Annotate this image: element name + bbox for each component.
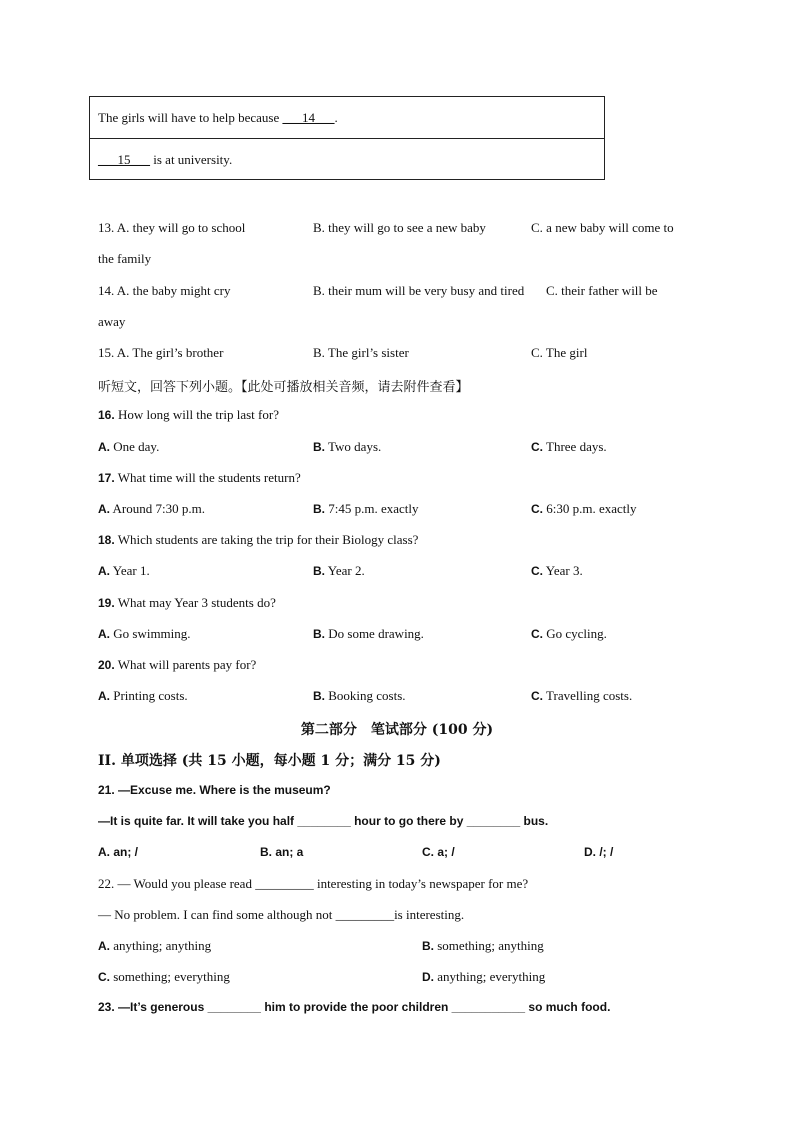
option-text: Year 1.	[112, 563, 150, 578]
question-text: What time will the students return?	[117, 470, 301, 485]
option-letter: C.	[531, 564, 543, 578]
option-c: C. their father will be	[546, 283, 658, 298]
option-letter: A.	[98, 502, 110, 516]
option-b: B. their mum will be very busy and tired	[313, 283, 525, 298]
question-number: 18.	[98, 533, 115, 547]
option-text: Around 7:30 p.m.	[112, 501, 205, 516]
question-text: What may Year 3 students do?	[117, 595, 276, 610]
listening-instruction: 听短文，回答下列小题。【此处可播放相关音频，请去附件查看】	[98, 380, 469, 395]
question-text: How long will the trip last for?	[117, 407, 279, 422]
option-d: D. /; /	[584, 845, 614, 859]
option-c	[531, 563, 583, 579]
question-20	[98, 657, 256, 673]
option-a	[98, 439, 159, 455]
question-22-answer: — No problem. I can find some although not _________is interesting.	[98, 907, 465, 922]
blank-15: ___15___	[98, 152, 150, 167]
question-21-answer: —It is quite far. It will take you half ________ hour to go there by ________ bus.	[98, 814, 549, 828]
option-text: Year 2.	[327, 563, 365, 578]
option-letter: B.	[313, 627, 325, 641]
question-15: 15. A. The girl’s brother	[98, 345, 224, 360]
question-number: 19.	[98, 596, 115, 610]
option-text: Go swimming.	[113, 626, 191, 641]
option-b	[313, 501, 419, 517]
option-letter: C.	[531, 689, 543, 703]
question-13	[98, 220, 245, 236]
question-number: 17.	[98, 471, 115, 485]
option-letter: A.	[98, 689, 110, 703]
option-b	[422, 938, 544, 954]
question-16	[98, 407, 279, 423]
option-a	[98, 938, 211, 954]
option-letter: A.	[98, 564, 110, 578]
option-a: A. an; /	[98, 845, 139, 859]
option-text: Two days.	[328, 439, 382, 454]
option-c: C. The girl	[531, 345, 588, 360]
option-b: B. The girl’s sister	[313, 345, 409, 360]
question-number: 16.	[98, 408, 115, 422]
option-text: something; anything	[437, 938, 544, 953]
option-c: C. a new baby will come to	[531, 220, 674, 235]
option-letter: C.	[531, 502, 543, 516]
table-row	[90, 97, 604, 139]
option-text: Go cycling.	[546, 626, 607, 641]
option-a: 13. A. they will go to school	[98, 220, 246, 235]
option-text: Do some drawing.	[328, 626, 424, 641]
option-text: Three days.	[546, 439, 607, 454]
option-a	[98, 688, 188, 704]
option-c-continued: the family	[98, 251, 152, 266]
option-b	[313, 563, 365, 579]
part-two-title: 第二部分 笔试部分 (100 分)	[300, 722, 494, 738]
option-c	[531, 626, 607, 642]
question-21: 21. —Excuse me. Where is the museum?	[98, 783, 331, 797]
option-c: C. a; /	[422, 845, 455, 859]
option-letter: A.	[98, 440, 110, 454]
option-b: B. an; a	[260, 845, 304, 859]
option-a	[98, 501, 205, 517]
option-letter: B.	[313, 689, 325, 703]
blank-14: ___14___	[282, 110, 335, 125]
option-letter: B.	[313, 502, 325, 516]
option-b	[313, 439, 381, 455]
option-text: Year 3.	[545, 563, 583, 578]
option-text: Printing costs.	[113, 688, 188, 703]
option-letter: A.	[98, 627, 110, 641]
option-text: One day.	[113, 439, 160, 454]
option-c-continued: away	[98, 314, 126, 329]
question-18	[98, 532, 418, 548]
question-22: 22. — Would you please read _________ interesting in today’s newspaper for me?	[98, 876, 529, 891]
option-text: something; everything	[113, 969, 230, 984]
table-row	[90, 139, 604, 181]
option-letter: C.	[531, 440, 543, 454]
option-letter: C.	[531, 627, 543, 641]
option-b	[313, 626, 424, 642]
option-a	[98, 563, 150, 579]
question-19	[98, 595, 276, 611]
option-letter: D.	[422, 970, 434, 984]
option-c	[531, 688, 632, 704]
option-a	[98, 626, 191, 642]
row-text: The girls will have to help because	[98, 110, 283, 125]
section-title: II. 单项选择 (共 15 小题，每小题 1 分；满分 15 分)	[98, 753, 441, 769]
option-letter: B.	[313, 440, 325, 454]
option-c	[531, 439, 607, 455]
answer-table	[89, 96, 605, 180]
question-14: 14. A. the baby might cry	[98, 283, 231, 298]
option-text: Travelling costs.	[546, 688, 633, 703]
option-d	[422, 969, 545, 985]
option-c	[98, 969, 230, 985]
option-letter: B.	[313, 564, 325, 578]
question-17	[98, 470, 301, 486]
option-text: Booking costs.	[328, 688, 406, 703]
question-text: What will parents pay for?	[117, 657, 257, 672]
option-letter: A.	[98, 939, 110, 953]
question-23: 23. —It’s generous ________ him to provide the poor children ___________ so much food.	[98, 1000, 611, 1014]
option-text: anything; anything	[113, 938, 212, 953]
option-b	[313, 688, 406, 704]
option-text: 7:45 p.m. exactly	[328, 501, 419, 516]
option-text: anything; everything	[437, 969, 546, 984]
option-letter: C.	[98, 970, 110, 984]
row-text: is at university.	[150, 152, 233, 167]
row-text: .	[334, 110, 338, 125]
question-number: 20.	[98, 658, 115, 672]
option-b: B. they will go to see a new baby	[313, 220, 486, 235]
option-c	[531, 501, 637, 517]
question-text: Which students are taking the trip for their Biology class?	[117, 532, 419, 547]
option-letter: B.	[422, 939, 434, 953]
option-text: 6:30 p.m. exactly	[546, 501, 637, 516]
